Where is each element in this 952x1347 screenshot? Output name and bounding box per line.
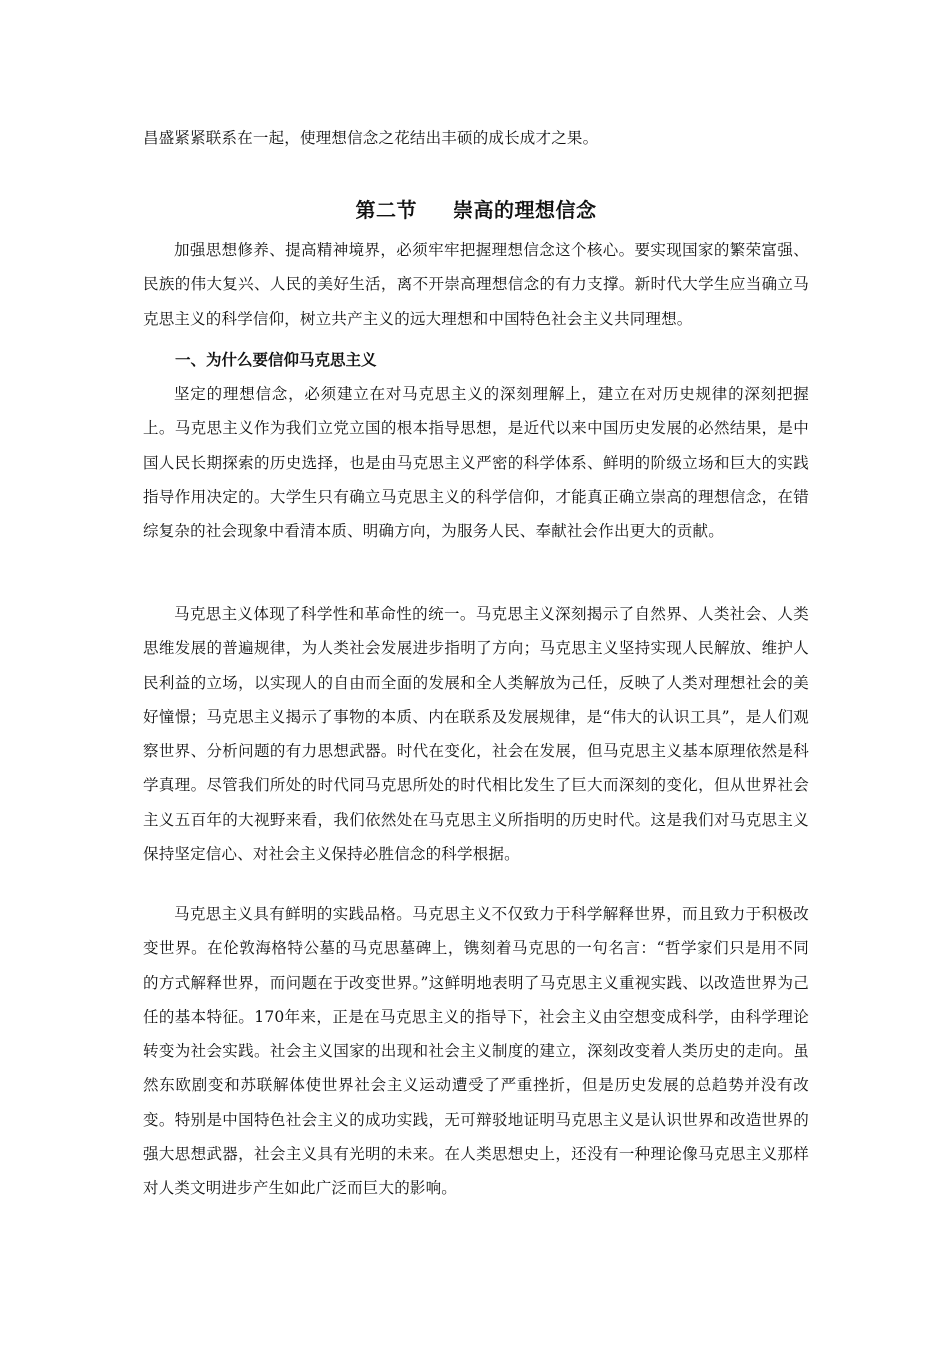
continuation-paragraph: 昌盛紧紧联系在一起，使理想信念之花结出丰硕的成长成才之果。 xyxy=(143,129,599,147)
section-heading xyxy=(0,195,952,225)
section-number: 第二节 xyxy=(355,198,417,222)
body-paragraph-2: 马克思主义体现了科学性和革命性的统一。马克思主义深刻揭示了自然界、人类社会、人类思维发展的普遍规律，为人类社会发展进步指明了方向；马克思主义坚持实现人民解放、维护人民利益的立场，以实现人的自由而全面的发展和全人类解放为己任，反映了人类对理想社会的美好憧憬；马克思主义揭示了事物的本质、内在联系及发展规律，是“伟大的认识工具”，是人们观察世界、分析问题的有力思想武器。时代在变化，社会在发展，但马克思主义基本原理依然是科学真理。尽管我们所处的时代同马克思所处的时代相比发生了巨大而深刻的变化，但从世界社会主义五百年的大视野来看，我们依然处在马克思主义所指明的历史时代。这是我们对马克思主义保持坚定信心、对社会主义保持必胜信念的科学根据。 xyxy=(143,605,809,864)
intro-paragraph: 加强思想修养、提高精神境界，必须牢牢把握理想信念这个核心。要实现国家的繁荣富强、民族的伟大复兴、人民的美好生活，离不开崇高理想信念的有力支撑。新时代大学生应当确立马克思主义的科学信仰，树立共产主义的远大理想和中国特色社会主义共同理想。 xyxy=(143,241,809,328)
section-title: 崇高的理想信念 xyxy=(453,198,597,222)
subheading: 一、为什么要信仰马克思主义 xyxy=(175,350,377,369)
body-paragraph-1: 坚定的理想信念，必须建立在对马克思主义的深刻理解上，建立在对历史规律的深刻把握上。马克思主义作为我们立党立国的根本指导思想，是近代以来中国历史发展的必然结果，是中国人民长期探索的历史选择，也是由马克思主义严密的科学体系、鲜明的阶级立场和巨大的实践指导作用决定的。大学生只有确立马克思主义的科学信仰，才能真正确立崇高的理想信念，在错综复杂的社会现象中看清本质、明确方向，为服务人民、奉献社会作出更大的贡献。 xyxy=(143,385,809,541)
body-paragraph-3: 马克思主义具有鲜明的实践品格。马克思主义不仅致力于科学解释世界，而且致力于积极改变世界。在伦敦海格特公墓的马克思墓碑上，镌刻着马克思的一句名言：“哲学家们只是用不同的方式解释世界，而问题在于改变世界。”这鲜明地表明了马克思主义重视实践、以改造世界为己任的基本特征。170年来，正是在马克思主义的指导下，社会主义由空想变成科学，由科学理论转变为社会实践。社会主义国家的出现和社会主义制度的建立，深刻改变着人类历史的走向。虽然东欧剧变和苏联解体使世界社会主义运动遭受了严重挫折，但是历史发展的总趋势并没有改变。特别是中国特色社会主义的成功实践，无可辩驳地证明马克思主义是认识世界和改造世界的强大思想武器，社会主义具有光明的未来。在人类思想史上，还没有一种理论像马克思主义那样对人类文明进步产生如此广泛而巨大的影响。 xyxy=(143,905,809,1198)
